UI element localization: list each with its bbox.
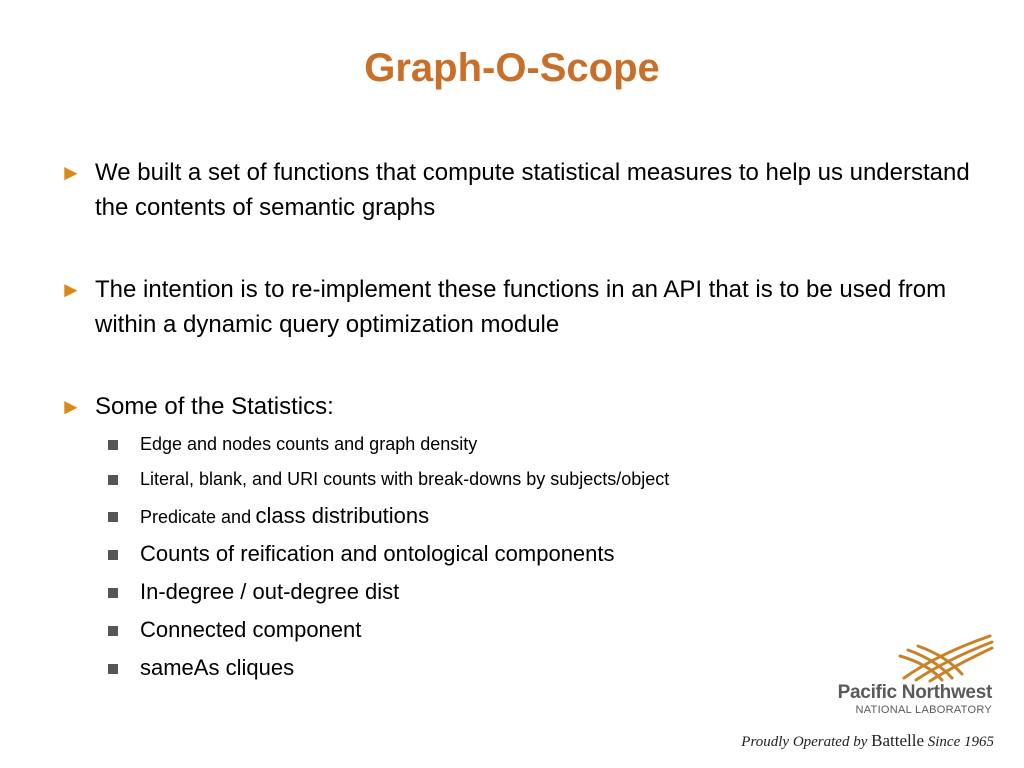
sub-bullet-text: In-degree / out-degree dist — [140, 579, 400, 604]
bullet-text: Some of the Statistics: — [95, 393, 334, 420]
square-bullet-icon — [108, 440, 118, 450]
pnnl-logo — [808, 634, 998, 718]
sub-bullet-list — [104, 427, 904, 687]
sub-bullet-text: Edge and nodes counts and graph density — [140, 434, 478, 454]
bullet-item — [60, 155, 990, 225]
footer-brand: Battelle — [871, 731, 925, 750]
sub-bullet-text: Counts of reification and ontological components — [140, 541, 615, 566]
bullet-text: The intention is to re-implement these functions in an API that is to be used from within a dynamic query optimization module — [95, 276, 947, 338]
sub-bullet-item — [104, 611, 904, 649]
sub-bullet-item — [104, 535, 904, 573]
sub-bullet-text: sameAs cliques — [140, 655, 295, 680]
footer-suffix: Since 1965 — [927, 734, 994, 750]
sub-bullet-item — [104, 497, 904, 535]
sub-bullet-item — [104, 649, 904, 687]
bullet-list — [60, 155, 990, 424]
sub-bullet-item — [104, 427, 904, 462]
sub-bullet-text-prefix: Predicate and — [140, 507, 252, 527]
square-bullet-icon — [108, 588, 118, 598]
square-bullet-icon — [108, 512, 118, 522]
arrow-bullet-icon: ► — [60, 160, 82, 185]
square-bullet-icon — [108, 626, 118, 636]
square-bullet-icon — [108, 475, 118, 485]
square-bullet-icon — [108, 664, 118, 674]
sub-bullet-item — [104, 462, 904, 497]
sub-bullet-text-rest: class distributions — [255, 503, 430, 528]
slide-title: Graph-O-Scope — [364, 46, 660, 90]
footer-tagline — [720, 731, 994, 751]
sub-bullet-text: Literal, blank, and URI counts with break-downs by subjects/object — [140, 469, 670, 489]
bullet-text: We built a set of functions that compute statistical measures to help us understand the contents of semantic graphs — [95, 159, 970, 221]
arrow-bullet-icon: ► — [60, 394, 82, 419]
sub-bullet-text: Connected component — [140, 617, 362, 642]
square-bullet-icon — [108, 550, 118, 560]
arrow-bullet-icon: ► — [60, 277, 82, 302]
pnnl-lattice-logo-icon — [898, 634, 994, 684]
footer-prefix: Proudly Operated by — [741, 734, 868, 750]
sub-bullet-item — [104, 573, 904, 611]
bullet-item — [60, 272, 990, 342]
logo-subtitle: NATIONAL LABORATORY — [855, 704, 992, 716]
bullet-item — [60, 389, 990, 424]
logo-name: Pacific Northwest — [837, 682, 992, 703]
